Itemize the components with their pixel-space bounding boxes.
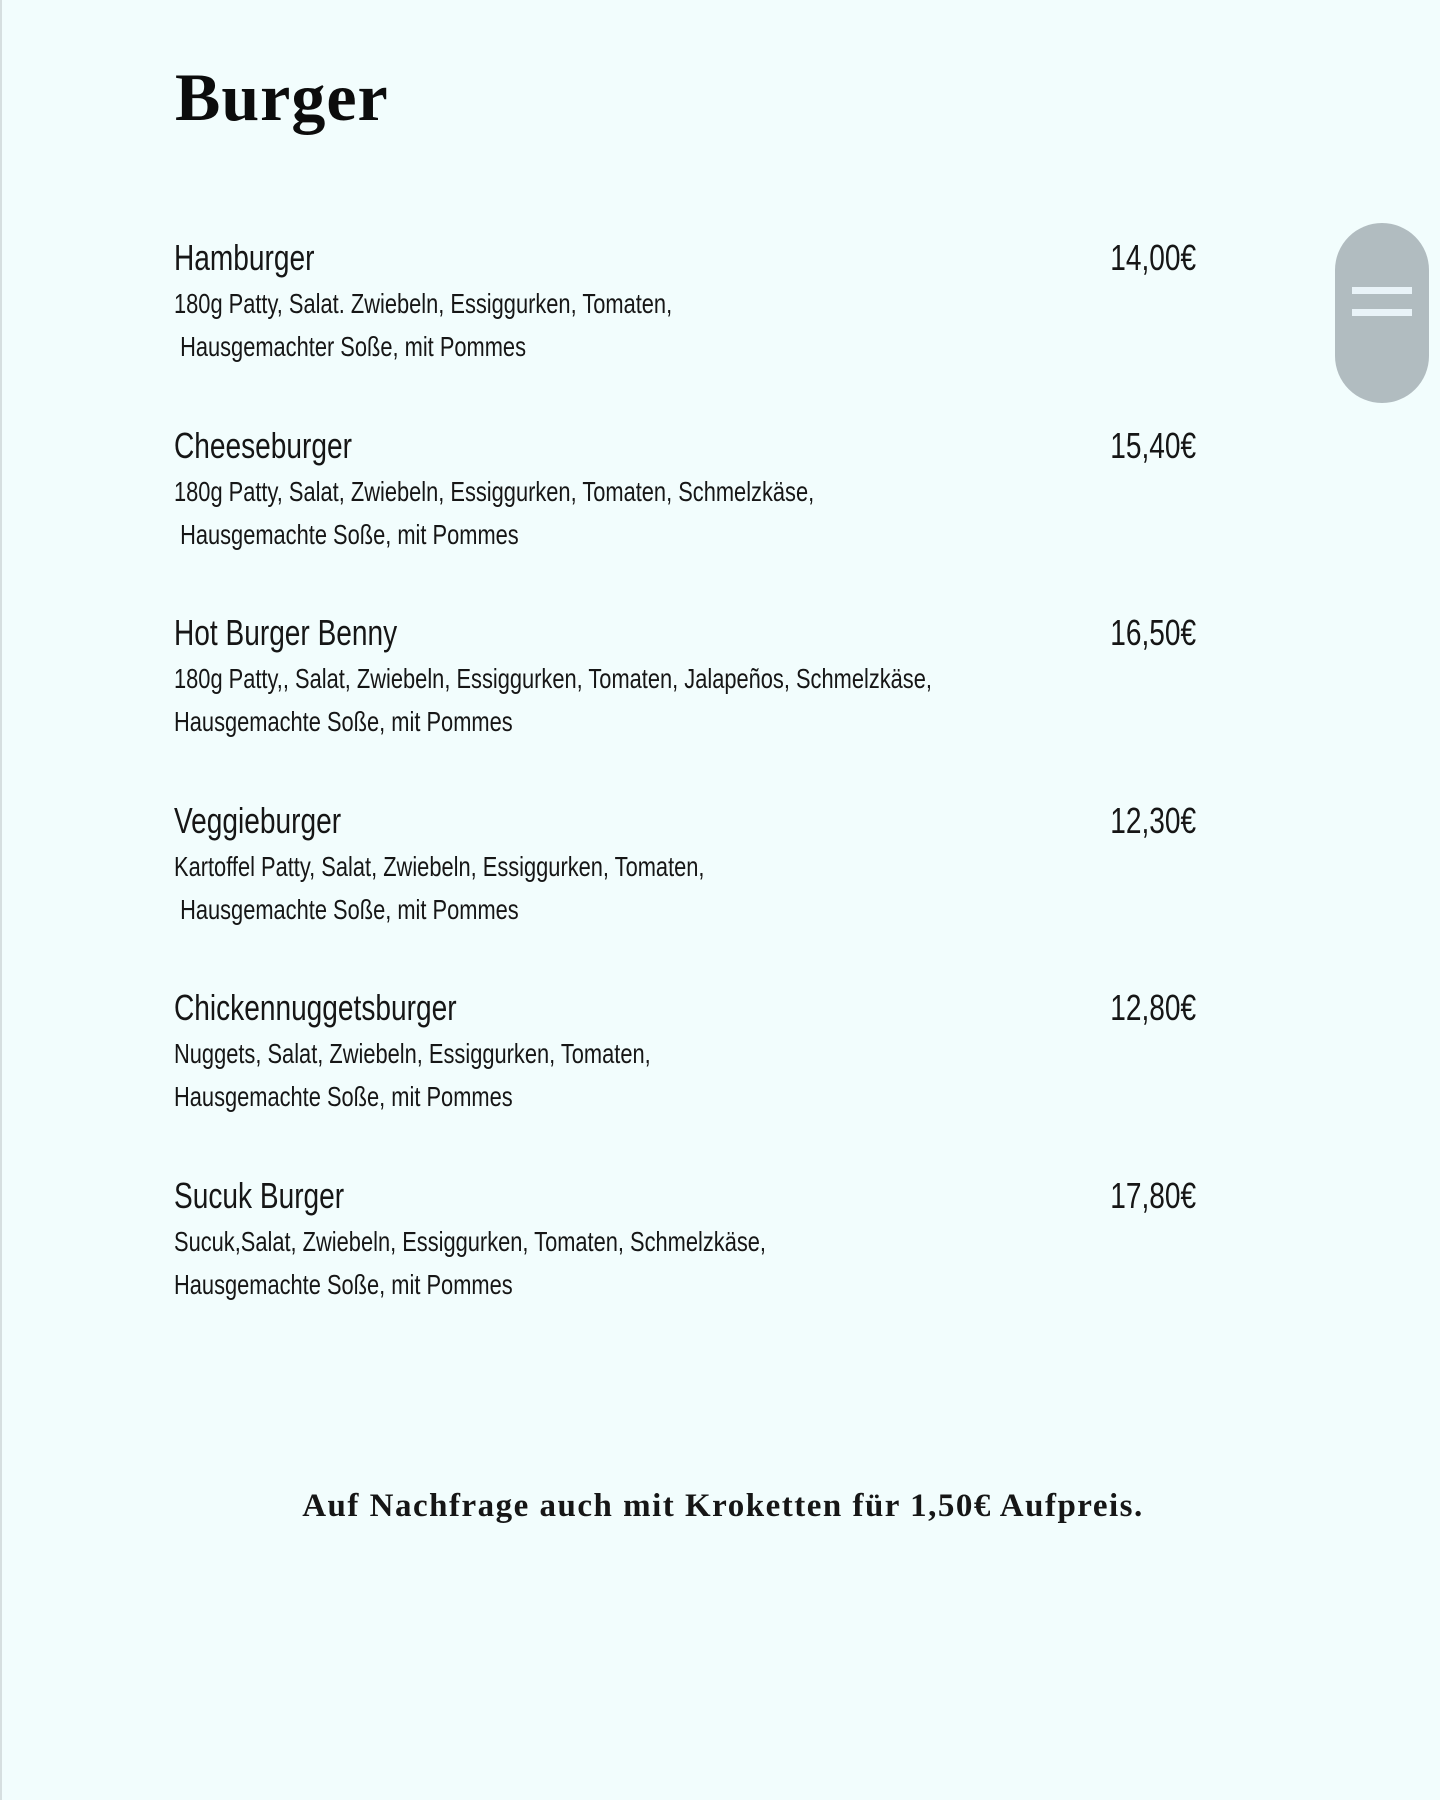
menu-item <box>174 986 1196 1166</box>
item-price <box>1086 424 1196 468</box>
item-price <box>1086 236 1196 280</box>
menu-item <box>174 1174 1196 1354</box>
item-price-text: 12,30€ <box>1110 799 1196 841</box>
description-line <box>174 470 995 513</box>
description-text: Hausgemachte Soße, mit Pommes <box>174 518 519 550</box>
item-price-text: 14,00€ <box>1110 237 1196 278</box>
item-name <box>174 611 460 655</box>
item-description <box>174 1220 933 1306</box>
menu-item <box>174 424 1196 604</box>
description-line <box>174 1263 933 1306</box>
item-price-text: 17,80€ <box>1110 1174 1196 1216</box>
description-text: Kartoffel Patty, Salat, Zwiebeln, Essiggurken, Tomaten, <box>174 850 705 882</box>
description-line <box>174 282 813 325</box>
item-price-text: 15,40€ <box>1110 424 1196 466</box>
description-text: 180g Patty, Salat. Zwiebeln, Essiggurken, Tomaten, <box>174 288 673 319</box>
description-line <box>174 1220 933 1263</box>
description-text: Hausgemachte Soße, mit Pommes <box>174 706 513 737</box>
description-text: Hausgemachte Soße, mit Pommes <box>174 1081 513 1112</box>
description-line <box>174 513 995 556</box>
item-name <box>174 236 354 280</box>
item-name-text: Hot Burger Benny <box>174 612 398 653</box>
menu-item <box>174 611 1196 791</box>
item-description <box>174 845 854 931</box>
item-description <box>174 657 1146 743</box>
item-price <box>1086 1174 1196 1218</box>
item-name-text: Veggieburger <box>174 799 342 841</box>
item-name <box>174 986 536 1030</box>
item-description <box>174 282 813 368</box>
item-name <box>174 799 388 843</box>
description-text: 180g Patty, Salat, Zwiebeln, Essiggurken, Tomaten, Schmelzkäse, <box>174 475 815 507</box>
menu-icon-bar <box>1352 309 1412 316</box>
description-text: 180g Patty,, Salat, Zwiebeln, Essiggurken, Tomaten, Jalapeños, Schmelzkäse, <box>174 663 932 694</box>
item-name-text: Chickennuggetsburger <box>174 987 457 1028</box>
item-price <box>1086 799 1196 843</box>
description-line <box>174 325 813 368</box>
item-description <box>174 470 995 556</box>
footer-note: Auf Nachfrage auch mit Kroketten für 1,50€ Aufpreis. <box>302 1488 1144 1524</box>
item-name <box>174 424 402 468</box>
description-text: Nuggets, Salat, Zwiebeln, Essiggurken, Tomaten, <box>174 1038 651 1069</box>
description-line <box>174 845 854 888</box>
description-text: Sucuk,Salat, Zwiebeln, Essiggurken, Tomaten, Schmelzkäse, <box>174 1225 766 1257</box>
menu-item <box>174 799 1196 979</box>
description-text: Hausgemachte Soße, mit Pommes <box>174 1268 513 1300</box>
item-name-text: Cheeseburger <box>174 424 352 466</box>
item-name-text: Sucuk Burger <box>174 1174 345 1216</box>
item-price <box>1086 986 1196 1030</box>
item-description <box>174 1032 785 1118</box>
item-price-text: 16,50€ <box>1110 612 1196 653</box>
description-text: Hausgemachter Soße, mit Pommes <box>174 331 526 362</box>
item-price-text: 12,80€ <box>1110 987 1196 1028</box>
description-line <box>174 888 854 931</box>
item-name <box>174 1174 392 1218</box>
scroll-menu-handle[interactable] <box>1335 223 1429 403</box>
page-title: Burger <box>175 59 389 135</box>
description-line <box>174 700 1146 743</box>
description-line <box>174 657 1146 700</box>
description-line <box>174 1032 785 1075</box>
description-text: Hausgemachte Soße, mit Pommes <box>174 893 519 925</box>
item-price <box>1086 611 1196 655</box>
item-name-text: Hamburger <box>174 237 315 278</box>
description-line <box>174 1075 785 1118</box>
menu-icon-bar <box>1352 287 1412 294</box>
menu-item <box>174 236 1196 416</box>
